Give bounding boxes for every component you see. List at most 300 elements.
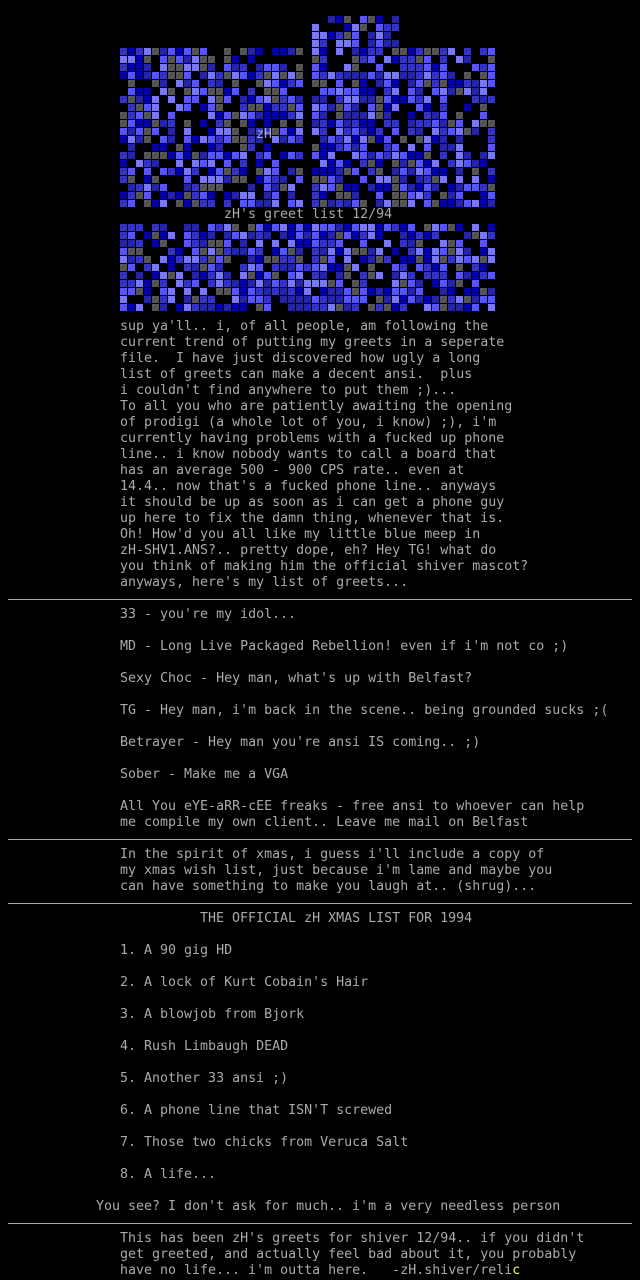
logo-pixel xyxy=(232,152,239,159)
logo-pixel xyxy=(128,304,135,311)
logo-pixel xyxy=(136,104,143,111)
logo-pixel xyxy=(312,192,319,199)
logo-pixel xyxy=(136,64,143,71)
logo-pixel xyxy=(240,280,247,287)
logo-pixel xyxy=(152,112,159,119)
logo-pixel xyxy=(456,144,463,151)
logo-pixel xyxy=(400,288,407,295)
logo-pixel xyxy=(176,168,183,175)
logo-pixel xyxy=(248,120,255,127)
logo-pixel xyxy=(264,104,271,111)
logo-pixel xyxy=(168,112,175,119)
logo-pixel xyxy=(440,112,447,119)
logo-pixel xyxy=(392,280,399,287)
logo-pixel xyxy=(416,296,423,303)
greet-item: Sexy Choc - Hey man, what's up with Belfast? xyxy=(120,671,473,686)
logo-pixel xyxy=(384,32,391,39)
logo-pixel xyxy=(400,64,407,71)
logo-pixel xyxy=(408,240,415,247)
logo-pixel xyxy=(136,120,143,127)
logo-pixel xyxy=(208,272,215,279)
logo-pixel xyxy=(424,152,431,159)
logo-pixel xyxy=(440,64,447,71)
logo-pixel xyxy=(464,128,471,135)
logo-pixel xyxy=(136,88,143,95)
logo-pixel xyxy=(336,96,343,103)
logo-pixel xyxy=(400,272,407,279)
logo-pixel xyxy=(152,200,159,207)
logo-pixel xyxy=(360,240,367,247)
logo-pixel xyxy=(424,192,431,199)
logo-pixel xyxy=(184,232,191,239)
logo-pixel xyxy=(248,264,255,271)
logo-pixel xyxy=(296,304,303,311)
logo-pixel xyxy=(288,136,295,143)
logo-pixel xyxy=(488,256,495,263)
logo-pixel xyxy=(408,192,415,199)
logo-pixel xyxy=(424,200,431,207)
logo-pixel xyxy=(288,96,295,103)
logo-pixel xyxy=(456,224,463,231)
logo-pixel xyxy=(312,168,319,175)
logo-pixel xyxy=(352,264,359,271)
logo-pixel xyxy=(272,136,279,143)
logo-pixel xyxy=(296,64,303,71)
logo-pixel xyxy=(312,72,319,79)
logo-pixel xyxy=(200,256,207,263)
logo-pixel xyxy=(128,80,135,87)
logo-pixel xyxy=(280,120,287,127)
logo-pixel xyxy=(352,168,359,175)
logo-pixel xyxy=(312,280,319,287)
logo-pixel xyxy=(424,176,431,183)
logo-pixel xyxy=(464,160,471,167)
logo-pixel xyxy=(368,16,375,23)
logo-pixel xyxy=(248,288,255,295)
logo-pixel xyxy=(184,120,191,127)
logo-pixel xyxy=(416,96,423,103)
logo-pixel xyxy=(184,56,191,63)
logo-pixel xyxy=(288,152,295,159)
logo-pixel xyxy=(360,96,367,103)
logo-pixel xyxy=(376,40,383,47)
intro-line: has an average 500 - 900 CPS rate.. even at xyxy=(120,463,465,478)
logo-pixel xyxy=(488,176,495,183)
logo-pixel xyxy=(248,96,255,103)
logo-pixel xyxy=(312,32,319,39)
logo-pixel xyxy=(360,128,367,135)
logo-pixel xyxy=(400,160,407,167)
logo-pixel xyxy=(120,248,127,255)
logo-pixel xyxy=(128,200,135,207)
logo-pixel xyxy=(392,56,399,63)
logo-pixel xyxy=(224,192,231,199)
logo-pixel xyxy=(344,296,351,303)
logo-pixel xyxy=(264,280,271,287)
logo-pixel xyxy=(128,240,135,247)
logo-pixel xyxy=(152,232,159,239)
logo-pixel xyxy=(184,128,191,135)
logo-pixel xyxy=(160,280,167,287)
logo-pixel xyxy=(160,56,167,63)
logo-pixel xyxy=(312,112,319,119)
logo-pixel xyxy=(240,272,247,279)
logo-pixel xyxy=(248,192,255,199)
intro-line: sup ya'll.. i, of all people, am following the xyxy=(120,319,489,334)
logo-pixel xyxy=(432,72,439,79)
logo-pixel xyxy=(288,264,295,271)
logo-pixel xyxy=(152,304,159,311)
logo-pixel xyxy=(384,88,391,95)
logo-pixel xyxy=(160,80,167,87)
logo-pixel xyxy=(344,224,351,231)
logo-pixel xyxy=(400,184,407,191)
logo-pixel xyxy=(456,296,463,303)
logo-pixel xyxy=(136,224,143,231)
logo-pixel xyxy=(392,120,399,127)
logo-pixel xyxy=(320,256,327,263)
logo-pixel xyxy=(344,232,351,239)
logo-pixel xyxy=(184,80,191,87)
logo-pixel xyxy=(152,296,159,303)
logo-pixel xyxy=(376,184,383,191)
logo-pixel xyxy=(240,176,247,183)
logo-pixel xyxy=(464,200,471,207)
logo-pixel xyxy=(408,88,415,95)
logo-pixel xyxy=(464,56,471,63)
logo-pixel xyxy=(456,88,463,95)
logo-pixel xyxy=(336,296,343,303)
logo-pixel xyxy=(456,192,463,199)
logo-pixel xyxy=(480,264,487,271)
logo-pixel xyxy=(432,48,439,55)
logo-pixel xyxy=(360,248,367,255)
logo-pixel xyxy=(256,176,263,183)
logo-pixel xyxy=(368,232,375,239)
logo-pixel xyxy=(344,88,351,95)
logo-pixel xyxy=(472,128,479,135)
logo-pixel xyxy=(488,128,495,135)
logo-pixel xyxy=(360,176,367,183)
logo-pixel xyxy=(360,16,367,23)
outro-text-span: This has been zH's greets for shiver 12/94.. if you didn't xyxy=(120,1231,585,1246)
logo-pixel xyxy=(320,200,327,207)
logo-pixel xyxy=(472,160,479,167)
logo-pixel xyxy=(336,168,343,175)
logo-pixel xyxy=(208,64,215,71)
logo-pixel xyxy=(456,200,463,207)
logo-pixel xyxy=(344,272,351,279)
logo-pixel xyxy=(352,88,359,95)
logo-pixel xyxy=(144,88,151,95)
logo-pixel xyxy=(128,88,135,95)
logo-pixel xyxy=(272,288,279,295)
logo-pixel xyxy=(320,64,327,71)
logo-pixel xyxy=(368,120,375,127)
logo-pixel xyxy=(232,280,239,287)
logo-pixel xyxy=(192,88,199,95)
logo-pixel xyxy=(344,184,351,191)
logo-pixel xyxy=(488,48,495,55)
logo-pixel xyxy=(120,232,127,239)
logo-pixel xyxy=(192,192,199,199)
logo-pixel xyxy=(320,272,327,279)
logo-pixel xyxy=(416,80,423,87)
logo-pixel xyxy=(336,48,343,55)
divider xyxy=(8,903,632,904)
logo-pixel xyxy=(232,88,239,95)
signature-accent-char: c xyxy=(512,1263,521,1278)
logo-pixel xyxy=(120,112,127,119)
logo-pixel xyxy=(448,256,455,263)
logo-pixel xyxy=(344,96,351,103)
logo-pixel xyxy=(288,104,295,111)
logo-pixel xyxy=(296,176,303,183)
logo-pixel xyxy=(328,120,335,127)
logo-pixel xyxy=(240,96,247,103)
logo-pixel xyxy=(280,264,287,271)
logo-pixel xyxy=(424,272,431,279)
logo-pixel xyxy=(296,128,303,135)
logo-pixel xyxy=(256,104,263,111)
logo-pixel xyxy=(160,64,167,71)
intro-line: To all you who are patiently awaiting the opening xyxy=(120,399,513,414)
logo-pixel xyxy=(424,112,431,119)
logo-pixel xyxy=(488,144,495,151)
logo-pixel xyxy=(344,112,351,119)
logo-pixel xyxy=(160,304,167,311)
logo-pixel xyxy=(472,272,479,279)
logo-pixel xyxy=(336,32,343,39)
logo-pixel xyxy=(160,120,167,127)
logo-pixel xyxy=(240,232,247,239)
logo-pixel xyxy=(280,288,287,295)
xmas-intro-line: In the spirit of xmas, i guess i'll include a copy of xyxy=(120,847,545,862)
logo-pixel xyxy=(424,80,431,87)
logo-pixel xyxy=(392,16,399,23)
logo-pixel xyxy=(400,168,407,175)
logo-pixel xyxy=(224,240,231,247)
logo-pixel xyxy=(232,192,239,199)
logo-pixel xyxy=(312,96,319,103)
logo-pixel xyxy=(400,56,407,63)
logo-pixel xyxy=(320,304,327,311)
xmas-item: 2. A lock of Kurt Cobain's Hair xyxy=(120,975,369,990)
xmas-item: 7. Those two chicks from Veruca Salt xyxy=(120,1135,409,1150)
logo-pixel xyxy=(288,128,295,135)
logo-pixel xyxy=(416,232,423,239)
logo-pixel xyxy=(280,88,287,95)
intro-line: currently having problems with a fucked up phone xyxy=(120,431,505,446)
logo-pixel xyxy=(360,280,367,287)
logo-pixel xyxy=(288,248,295,255)
logo-pixel xyxy=(280,296,287,303)
logo-pixel xyxy=(200,184,207,191)
logo-pixel xyxy=(184,296,191,303)
logo-pixel xyxy=(328,168,335,175)
logo-pixel xyxy=(136,160,143,167)
logo-pixel xyxy=(440,72,447,79)
logo-pixel xyxy=(448,288,455,295)
logo-pixel xyxy=(480,120,487,127)
xmas-list-title: THE OFFICIAL zH XMAS LIST FOR 1994 xyxy=(200,911,473,926)
logo-pixel xyxy=(272,176,279,183)
logo-pixel xyxy=(384,200,391,207)
logo-pixel xyxy=(208,280,215,287)
logo-pixel xyxy=(440,128,447,135)
logo-pixel xyxy=(328,152,335,159)
logo-pixel xyxy=(128,248,135,255)
logo-pixel xyxy=(264,80,271,87)
logo-pixel xyxy=(216,168,223,175)
logo-pixel xyxy=(248,224,255,231)
logo-pixel xyxy=(184,104,191,111)
logo-pixel xyxy=(432,176,439,183)
logo-pixel xyxy=(168,152,175,159)
logo-pixel xyxy=(320,48,327,55)
logo-pixel xyxy=(232,248,239,255)
logo-pixel xyxy=(184,280,191,287)
closing-line: You see? I don't ask for much.. i'm a very needless person xyxy=(96,1199,561,1214)
logo-pixel xyxy=(216,120,223,127)
logo-pixel xyxy=(424,120,431,127)
logo-pixel xyxy=(160,224,167,231)
logo-pixel xyxy=(336,248,343,255)
logo-pixel xyxy=(208,136,215,143)
logo-pixel xyxy=(376,176,383,183)
logo-pixel xyxy=(192,168,199,175)
logo-pixel xyxy=(488,80,495,87)
logo-pixel xyxy=(264,192,271,199)
logo-pixel xyxy=(488,272,495,279)
logo-pixel xyxy=(176,256,183,263)
logo-pixel xyxy=(424,72,431,79)
logo-pixel xyxy=(488,232,495,239)
logo-pixel xyxy=(264,184,271,191)
logo-pixel xyxy=(432,264,439,271)
logo-pixel xyxy=(352,152,359,159)
logo-pixel xyxy=(184,224,191,231)
logo-pixel xyxy=(248,88,255,95)
logo-pixel xyxy=(280,232,287,239)
logo-pixel xyxy=(392,304,399,311)
logo-pixel xyxy=(152,96,159,103)
logo-pixel xyxy=(280,64,287,71)
logo-pixel xyxy=(376,248,383,255)
logo-pixel xyxy=(224,72,231,79)
logo-pixel xyxy=(416,176,423,183)
greet-item: MD - Long Live Packaged Rebellion! even if i'm not co ;) xyxy=(120,639,569,654)
logo-pixel xyxy=(208,144,215,151)
logo-pixel xyxy=(352,72,359,79)
logo-pixel xyxy=(120,128,127,135)
logo-pixel xyxy=(472,296,479,303)
logo-pixel xyxy=(128,112,135,119)
logo-pixel xyxy=(272,192,279,199)
logo-pixel xyxy=(280,128,287,135)
logo-pixel xyxy=(224,176,231,183)
logo-pixel xyxy=(320,80,327,87)
logo-pixel xyxy=(480,72,487,79)
logo-pixel xyxy=(368,152,375,159)
logo-pixel xyxy=(200,72,207,79)
logo-pixel xyxy=(120,240,127,247)
logo-pixel xyxy=(328,88,335,95)
logo-pixel xyxy=(336,240,343,247)
logo-pixel xyxy=(200,232,207,239)
logo-pixel xyxy=(280,112,287,119)
logo-pixel xyxy=(200,160,207,167)
logo-pixel xyxy=(272,240,279,247)
logo-pixel xyxy=(312,128,319,135)
logo-pixel xyxy=(376,168,383,175)
logo-pixel xyxy=(200,176,207,183)
logo-pixel xyxy=(432,232,439,239)
logo-pixel xyxy=(352,104,359,111)
logo-pixel xyxy=(368,304,375,311)
logo-pixel xyxy=(360,256,367,263)
logo-pixel xyxy=(136,272,143,279)
logo-pixel xyxy=(216,176,223,183)
logo-pixel xyxy=(328,160,335,167)
logo-pixel xyxy=(392,24,399,31)
logo-pixel xyxy=(120,296,127,303)
logo-pixel xyxy=(448,72,455,79)
logo-pixel xyxy=(456,168,463,175)
logo-pixel xyxy=(432,304,439,311)
logo-pixel xyxy=(240,136,247,143)
logo-pixel xyxy=(264,88,271,95)
logo-pixel xyxy=(152,184,159,191)
logo-pixel xyxy=(344,160,351,167)
logo-pixel xyxy=(296,288,303,295)
logo-pixel xyxy=(344,104,351,111)
logo-pixel xyxy=(128,288,135,295)
logo-pixel xyxy=(480,240,487,247)
logo-pixel xyxy=(296,80,303,87)
logo-pixel xyxy=(160,136,167,143)
logo-pixel xyxy=(336,184,343,191)
logo-pixel xyxy=(216,72,223,79)
logo-pixel xyxy=(336,120,343,127)
logo-pixel xyxy=(488,72,495,79)
logo-pixel xyxy=(392,88,399,95)
logo-pixel xyxy=(248,72,255,79)
logo-pixel xyxy=(432,112,439,119)
logo-pixel xyxy=(168,136,175,143)
logo-pixel xyxy=(432,80,439,87)
logo-pixel xyxy=(288,280,295,287)
logo-pixel xyxy=(320,40,327,47)
logo-pixel xyxy=(192,296,199,303)
logo-pixel xyxy=(208,192,215,199)
logo-pixel xyxy=(136,256,143,263)
logo-pixel xyxy=(408,120,415,127)
logo-pixel xyxy=(392,40,399,47)
logo-pixel xyxy=(336,200,343,207)
logo-pixel xyxy=(160,152,167,159)
logo-pixel xyxy=(208,56,215,63)
logo-pixel xyxy=(320,192,327,199)
logo-pixel xyxy=(408,272,415,279)
logo-pixel xyxy=(480,232,487,239)
logo-pixel xyxy=(384,304,391,311)
logo-pixel xyxy=(312,48,319,55)
logo-pixel xyxy=(344,72,351,79)
logo-pixel xyxy=(264,200,271,207)
logo-pixel xyxy=(264,304,271,311)
logo-pixel xyxy=(208,96,215,103)
